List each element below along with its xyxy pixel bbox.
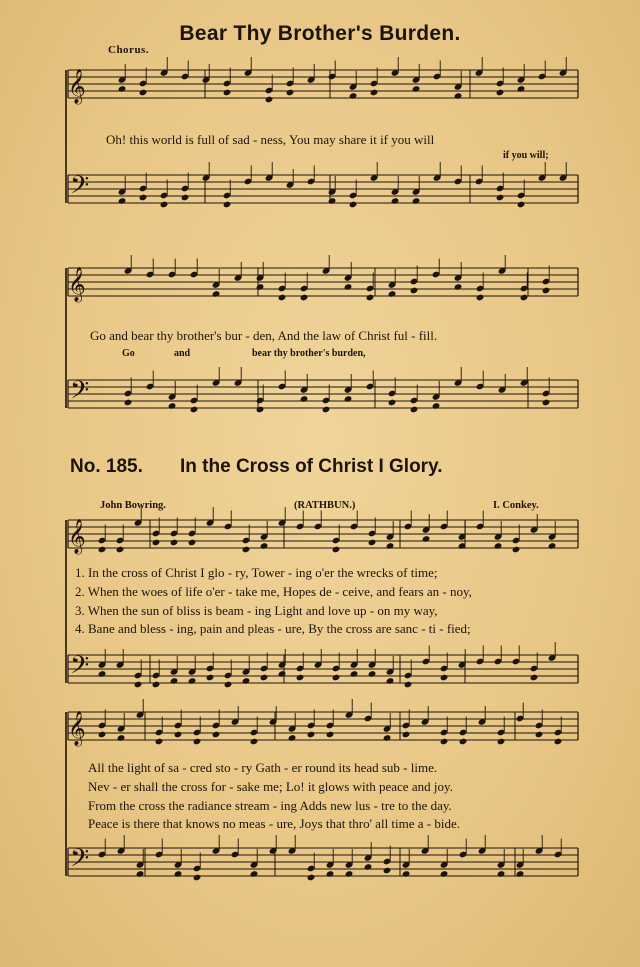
- h1s2-treble-note: [278, 294, 287, 302]
- h1s2-treble-note: [388, 290, 397, 298]
- h2s1-treble-note: [98, 546, 107, 554]
- h2s2-bass-note: [326, 870, 335, 878]
- h1s1-treble-note: [139, 89, 148, 97]
- hymn2-author: John Bowring.: [100, 500, 166, 511]
- h1s1-treble-note: [223, 89, 232, 97]
- h1s1-bass-note: [496, 194, 505, 202]
- h2s1-bass-note: [386, 677, 395, 685]
- h2s1-bass-note: [350, 670, 359, 678]
- hymn1-under-2: and: [174, 348, 191, 359]
- verse4-line1: 4. Bane and bless - ing, pain and pleas - ure, By the cross are sanc - ti - fied;: [75, 621, 471, 636]
- h2s1-bass-note: [224, 681, 233, 689]
- h2s1-treble-note: [386, 542, 395, 550]
- verse2-line2: Nev - er shall the cross for - sake me; Lo! it glows with peace and joy.: [88, 779, 453, 794]
- h2s1-bass-note: [206, 674, 215, 682]
- h2s2-treble-note: [402, 731, 411, 739]
- hymn2-number: No. 185.: [70, 456, 143, 477]
- h1s1-bass-note: [328, 197, 337, 205]
- hymn1-under-1: Go: [122, 348, 135, 359]
- h2s2-treble-note: [117, 734, 126, 742]
- h2s1-treble-note: [494, 542, 503, 550]
- chorus-label: Chorus.: [108, 44, 150, 56]
- h2s1-bass-note: [134, 681, 143, 689]
- h1s1-bass-note: [181, 194, 190, 202]
- h1s2-bass-note: [300, 395, 309, 403]
- h2s1-treble-note: [368, 539, 377, 547]
- h2s2-bass-note: [497, 870, 506, 878]
- h2s1-bass-note: [404, 681, 413, 689]
- hymn1-under-3: bear thy brother's burden,: [252, 348, 366, 359]
- h1s2-bass-note: [256, 406, 265, 414]
- h2s1-treble-note: [332, 546, 341, 554]
- h2s1-bass-note: [296, 674, 305, 682]
- h2s1-bass-note: [530, 674, 539, 682]
- h2s2-treble-note: [174, 731, 183, 739]
- h2s2-treble-note: [459, 738, 468, 746]
- h2s1-treble-note: [512, 546, 521, 554]
- h2s2-treble-note: [383, 734, 392, 742]
- h1s2-bass-note: [322, 406, 331, 414]
- h1s2-treble-note: [476, 294, 485, 302]
- h2s1-bass-note: [188, 677, 197, 685]
- treble-clef-icon: 𝄞: [68, 519, 86, 554]
- h2s2-treble-note: [250, 738, 259, 746]
- h2s2-bass-note: [193, 874, 202, 882]
- h1s1-treble-note: [412, 85, 421, 93]
- h1s1-bass-note: [223, 201, 232, 209]
- h2s1-treble-note: [260, 542, 269, 550]
- h2s2-treble-note: [155, 738, 164, 746]
- h2s1-treble-note: [170, 539, 179, 547]
- h2s1-bass-note: [170, 677, 179, 685]
- hymn1-lyric-line1: Oh! this world is full of sad - ness, You may share it if you will: [106, 132, 435, 147]
- h1s2-bass-note: [432, 402, 441, 410]
- h2s2-bass-note: [516, 870, 525, 878]
- h2s1-bass-note: [242, 677, 251, 685]
- h1s1-treble-note: [496, 89, 505, 97]
- h1s2-treble-note: [366, 294, 375, 302]
- bass-clef-icon: 𝄢: [70, 651, 90, 686]
- h2s2-treble-note: [193, 738, 202, 746]
- verse1-line2: All the light of sa - cred sto - ry Gath - er round its head sub - lime.: [88, 760, 438, 775]
- h2s1-bass-note: [98, 670, 107, 678]
- h2s1-bass-note: [260, 674, 269, 682]
- h2s1-treble-note: [548, 542, 557, 550]
- h1s2-treble-note: [454, 283, 463, 291]
- hymn1-title: Bear Thy Brother's Burden.: [179, 22, 461, 45]
- h1s2-bass-note: [388, 399, 397, 407]
- h1s1-treble-note: [118, 85, 127, 93]
- h2s1-bass-note: [368, 670, 377, 678]
- h2s2-treble-note: [307, 731, 316, 739]
- hymn2-composer: I. Conkey.: [493, 500, 539, 511]
- h1s2-bass-note: [190, 406, 199, 414]
- h1s2-bass-note: [410, 406, 419, 414]
- bass-clef-icon: 𝄢: [70, 376, 90, 411]
- h2s1-bass-note: [152, 681, 161, 689]
- h1s2-treble-note: [344, 283, 353, 291]
- h1s1-treble-note: [265, 96, 274, 104]
- h2s2-treble-note: [497, 738, 506, 746]
- h1s2-bass-note: [168, 402, 177, 410]
- h2s1-bass-note: [332, 674, 341, 682]
- h1s1-treble-note: [286, 89, 295, 97]
- h1s1-bass-note: [412, 197, 421, 205]
- h1s2-treble-note: [410, 287, 419, 295]
- h2s2-bass-note: [364, 863, 373, 871]
- h2s1-treble-note: [152, 539, 161, 547]
- treble-clef-icon: 𝄞: [68, 69, 86, 104]
- h1s1-bass-note: [160, 201, 169, 209]
- h1s2-treble-note: [212, 290, 221, 298]
- verse2-line1: 2. When the woes of life o'er - take me, Hopes de - ceive, and fears an - noy,: [75, 584, 472, 599]
- h1s2-bass-note: [344, 395, 353, 403]
- h1s2-treble-note: [300, 294, 309, 302]
- h2s2-treble-note: [212, 731, 221, 739]
- h1s2-treble-note: [542, 287, 551, 295]
- treble-clef-icon: 𝄞: [68, 267, 86, 302]
- h2s1-bass-note: [440, 674, 449, 682]
- hymn1-lyric-line2: Go and bear thy brother's bur - den, And the law of Christ ful - fill.: [90, 328, 438, 343]
- h2s2-bass-note: [307, 874, 316, 882]
- h1s2-bass-note: [124, 399, 133, 407]
- h1s2-bass-note: [542, 399, 551, 407]
- h2s2-treble-note: [554, 738, 563, 746]
- h2s1-bass-note: [278, 670, 287, 678]
- h1s1-treble-note: [349, 92, 358, 100]
- h1s2-treble-note: [520, 294, 529, 302]
- h1s1-treble-note: [370, 89, 379, 97]
- h1s2-treble-note: [256, 283, 265, 291]
- verse3-line2: From the cross the radiance stream - ing Adds new lus - tre to the day.: [88, 798, 452, 813]
- verse4-line2: Peace is there that knows no meas - ure, Joys that thro' all time a - bide.: [88, 816, 461, 831]
- h1s1-bass-note: [139, 194, 148, 202]
- h2s1-treble-note: [188, 539, 197, 547]
- h1s1-bass-note: [349, 201, 358, 209]
- hymn2-tune: (RATHBUN.): [294, 500, 356, 511]
- h2s2-bass-note: [440, 870, 449, 878]
- h1s1-bass-note: [391, 197, 400, 205]
- h2s2-bass-note: [383, 867, 392, 875]
- h2s2-bass-note: [402, 870, 411, 878]
- treble-clef-icon: 𝄞: [68, 711, 86, 746]
- bass-clef-icon: 𝄢: [70, 171, 90, 206]
- bass-clef-icon: 𝄢: [70, 844, 90, 879]
- h1s1-bass-note: [118, 197, 127, 205]
- hymn2-title: In the Cross of Christ I Glory.: [180, 456, 443, 477]
- h2s1-treble-note: [422, 535, 431, 543]
- verse1-line1: 1. In the cross of Christ I glo - ry, Tower - ing o'er the wrecks of time;: [75, 565, 438, 580]
- h2s1-treble-note: [242, 546, 251, 554]
- h1s1-treble-note: [454, 92, 463, 100]
- h2s2-treble-note: [98, 731, 107, 739]
- h2s2-treble-note: [440, 738, 449, 746]
- h2s2-bass-note: [345, 870, 354, 878]
- h1s1-bass-note: [517, 201, 526, 209]
- h2s1-treble-note: [116, 546, 125, 554]
- h1s1-treble-note: [517, 85, 526, 93]
- h2s2-bass-note: [136, 870, 145, 878]
- h2s2-treble-note: [326, 731, 335, 739]
- verse3-line1: 3. When the sun of bliss is beam - ing Light and love up - on my way,: [75, 603, 438, 618]
- h2s2-treble-note: [535, 731, 544, 739]
- h2s2-bass-note: [250, 870, 259, 878]
- hymn1-lyric-aside: if you will;: [503, 150, 549, 161]
- h2s2-bass-note: [174, 870, 183, 878]
- h2s2-treble-note: [288, 734, 297, 742]
